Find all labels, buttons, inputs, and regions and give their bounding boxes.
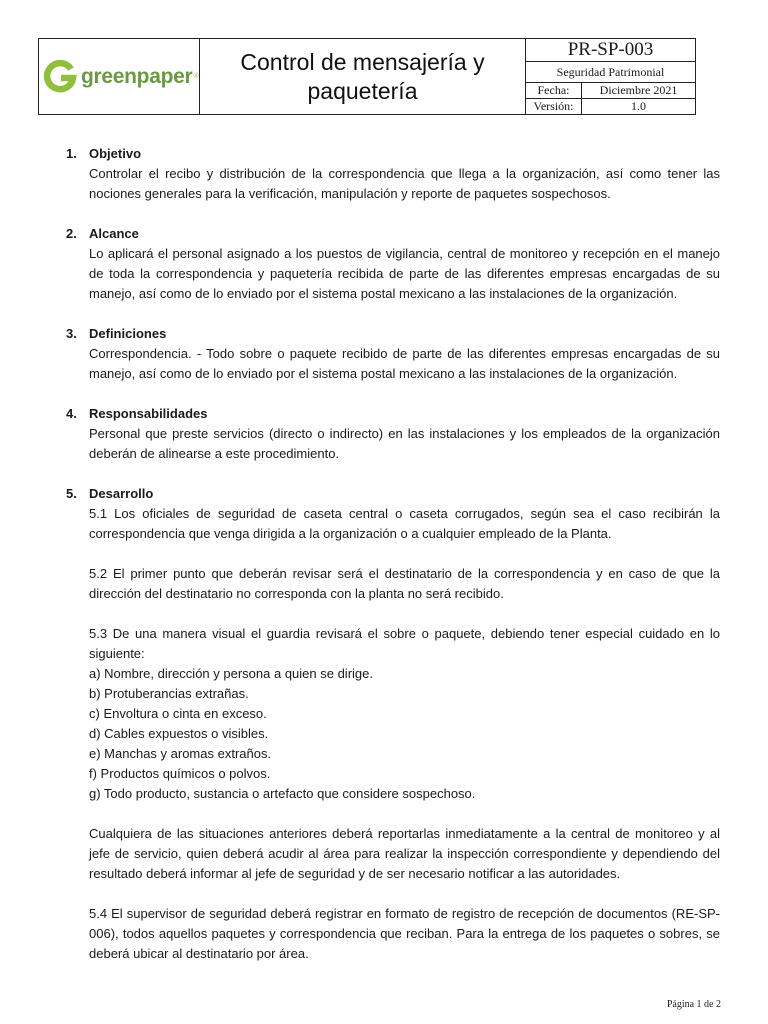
date-value: Diciembre 2021 (599, 83, 678, 97)
list-item: a) Nombre, dirección y persona a quien se dirige. (89, 666, 373, 681)
logo-registered-mark: ® (193, 73, 199, 80)
list-item: f) Productos químicos o polvos. (89, 766, 271, 781)
version-label: Versión: (526, 99, 582, 114)
section-number: 5. (66, 486, 77, 501)
date-label: Fecha: (526, 83, 582, 98)
paragraph-report: Cualquiera de las situaciones anteriores deberá reportarlas inmediatamente a la central de monitoreo y al jefe de servicio, quien deberá acudir al área para realizar la inspección correspondiente y dependiendo del resultado deberá informar al jefe de seguridad y de ser necesario notificar a las autoridades. (89, 826, 720, 881)
section-objetivo (66, 144, 720, 204)
section-number: 1. (66, 146, 77, 161)
logo (39, 39, 200, 114)
list-item: g) Todo producto, sustancia o artefacto que considere sospechoso. (89, 786, 476, 801)
section-paragraph: Lo aplicará el personal asignado a los puestos de vigilancia, central de monitoreo y recepción en el manejo de toda la correspondencia y paquetería recibida de parte de las diferentes empresas encargadas de su manejo, así como de lo enviado por el sistema postal mexicano a las instalaciones de la organización. (89, 246, 720, 301)
section-heading (66, 224, 720, 244)
document-header (38, 38, 696, 115)
version-row (526, 98, 695, 114)
section-number: 2. (66, 226, 77, 241)
section-paragraph: Controlar el recibo y distribución de la correspondencia que llega a la organización, así como tener las nociones generales para la verificación, manipulación y reporte de paquetes sospechosos. (89, 166, 720, 201)
section-paragraph: Personal que preste servicios (directo o indirecto) en las instalaciones y los empleados de la organización deberán de alinearse a este procedimiento. (89, 426, 720, 461)
paragraph-5-4: 5.4 El supervisor de seguridad deberá registrar en formato de registro de recepción de documentos (RE-SP-006), todos aquellos paquetes y correspondencia que reciban. Para la entrega de los paquetes o sobres, se deberá ubicar al destinatario por área. (89, 906, 720, 961)
greenpaper-logo-icon (43, 60, 77, 94)
section-responsabilidades (66, 404, 720, 464)
section-heading (66, 324, 720, 344)
section-number: 4. (66, 406, 77, 421)
section-heading (66, 404, 720, 424)
section-body (89, 504, 720, 964)
document-title: Control de mensajería y paquetería (240, 48, 485, 104)
document-body (66, 144, 720, 984)
department: Seguridad Patrimonial (526, 62, 695, 83)
list-item: e) Manchas y aromas extraños. (89, 746, 272, 761)
document-meta (526, 39, 695, 114)
document-code: PR-SP-003 (526, 39, 695, 62)
date-row (526, 83, 695, 98)
section-title: Desarrollo (89, 486, 154, 501)
version-value: 1.0 (631, 99, 646, 113)
list-item: c) Envoltura o cinta en exceso. (89, 706, 267, 721)
section-definiciones (66, 324, 720, 384)
paragraph-5-1: 5.1 Los oficiales de seguridad de caseta central o caseta corrugados, según sea el caso recibirán la correspondencia que venga dirigida a la organización o a cualquier empleado de la Planta. (89, 506, 720, 541)
section-paragraph: Correspondencia. - Todo sobre o paquete recibido de parte de las diferentes empresas encargadas de su manejo, así como de lo enviado por el sistema postal mexicano a las instalaciones de la organización. (89, 346, 720, 381)
section-title: Alcance (89, 226, 139, 241)
document-title-cell (200, 39, 526, 114)
section-alcance (66, 224, 720, 304)
section-title: Responsabilidades (89, 406, 208, 421)
page-number: Página 1 de 2 (666, 999, 721, 1010)
section-title: Objetivo (89, 146, 142, 161)
section-title: Definiciones (89, 326, 167, 341)
section-number: 3. (66, 326, 77, 341)
paragraph-5-2: 5.2 El primer punto que deberán revisar será el destinatario de la correspondencia y en caso de que la dirección del destinatario no corresponda con la planta no será recibido. (89, 566, 720, 601)
paragraph-5-3: 5.3 De una manera visual el guardia revisará el sobre o paquete, debiendo tener especial cuidado en lo siguiente: (89, 626, 720, 661)
section-desarrollo (66, 484, 720, 964)
list-item: d) Cables expuestos o visibles. (89, 726, 269, 741)
section-heading (66, 144, 720, 164)
list-item: b) Protuberancias extrañas. (89, 686, 249, 701)
logo-text: greenpaper (81, 64, 193, 88)
section-heading (66, 484, 720, 504)
